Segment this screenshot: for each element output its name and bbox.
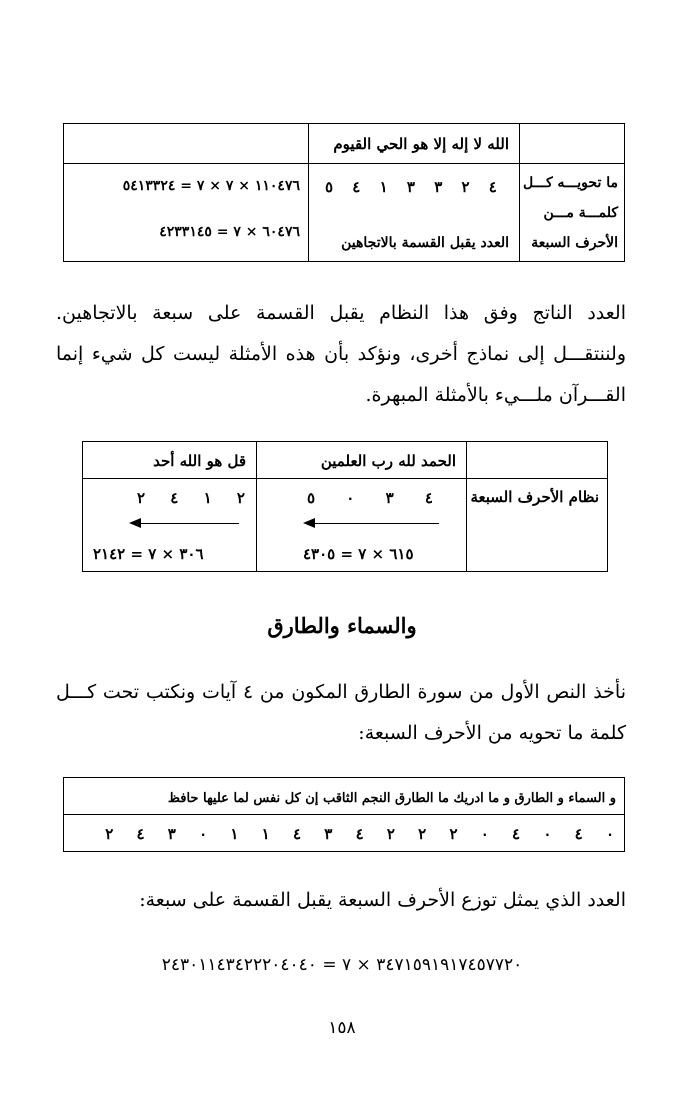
table-2	[82, 441, 608, 572]
mid-eq: ٦١٥ × ٧ = ٤٣٠٥	[303, 545, 414, 563]
table1-header-empty	[520, 124, 625, 164]
table1-note: العدد يقبل القسمة بالاتجاهين	[341, 235, 509, 251]
table2-header-left	[83, 442, 257, 479]
table1-row-label	[520, 164, 625, 262]
paragraph-3: العدد الذي يمثل توزع الأحرف السبعة يقبل القسمة على سبعة:	[139, 889, 626, 911]
table-3	[63, 777, 625, 852]
row-label-text: نظام الأحرف السبعة	[470, 488, 599, 506]
row-label-line-3: الأحرف السبعة	[531, 234, 618, 251]
digits-text: ٠ ٤ ٠ ٤ ٠ ٢ ٢ ٢ ٤ ٣ ٤ ١ ١ ٠ ٣ ٤ ٢	[105, 824, 614, 843]
table2-left-cell	[83, 479, 257, 572]
table2-mid-cell	[257, 479, 467, 572]
mid-header-text: الحمد لله رب العلمين	[320, 451, 456, 470]
table1-eq-2: ٦٠٤٧٦ × ٧ = ٤٢٣٣١٤٥	[159, 224, 300, 240]
paragraph-1: العدد الناتج وفق هذا النظام يقبل القسمة على سبعة بالاتجاهين. ولننتقـــل إلى نماذج أخرى، ونؤكد بأن هذه الأمثلة ليست كل شيء إنما القـــرآن ملـــيء بالأمثلة المبهرة.	[56, 302, 626, 406]
final-equation: ٣٤٧١٥٩١٩١٧٤٥٧٧٢٠ × ٧ = ٢٤٣٠١١٤٣٤٢٢٢٠٤٠٤٠	[161, 955, 523, 975]
mid-arrow-left	[305, 523, 439, 524]
section-title: والسماء والطارق	[267, 613, 417, 638]
left-digits: ٢ ١ ٤ ٢	[137, 489, 245, 507]
left-eq: ٣٠٦ × ٧ = ٢١٤٢	[93, 545, 204, 563]
left-arrow-left	[131, 523, 239, 524]
verse-text: الله لا إله إلا هو الحي القيوم	[333, 135, 509, 153]
table3-words	[64, 778, 625, 815]
paragraph-2: نأخذ النص الأول من سورة الطارق المكون من ٤ آيات ونكتب تحت كـــل كلمة ما تحويه من الأحرف السبعة:	[56, 681, 626, 744]
table1-header-blank	[64, 124, 309, 164]
table1-eq-cell	[64, 164, 309, 262]
row-label-line-2: كلمـــة مـــن	[543, 204, 618, 221]
table1-digits-cell	[309, 164, 520, 262]
table3-digits	[64, 815, 625, 852]
left-header-text: قل هو الله أحد	[153, 451, 246, 470]
table1-header-verse	[309, 124, 520, 164]
table-1	[63, 123, 625, 262]
table1-digits: ٤ ٢ ٣ ٣ ١ ٤ ٥	[325, 178, 497, 196]
row-label-line-1: ما تحويـــه كـــل	[523, 174, 618, 191]
mid-digits: ٤ ٣ ٠ ٥	[307, 489, 433, 507]
table2-header-blank	[467, 442, 608, 479]
table1-eq-1: ١١٠٤٧٦ × ٧ × ٧ = ٥٤١٣٣٢٤	[122, 178, 300, 194]
table2-header-mid	[257, 442, 467, 479]
table2-row-label	[467, 479, 608, 572]
page-number: ١٥٨	[328, 1018, 356, 1038]
words-text: و السماء و الطارق و ما ادريك ما الطارق النجم الثاقب إن كل نفس لما عليها حافظ	[167, 790, 616, 806]
